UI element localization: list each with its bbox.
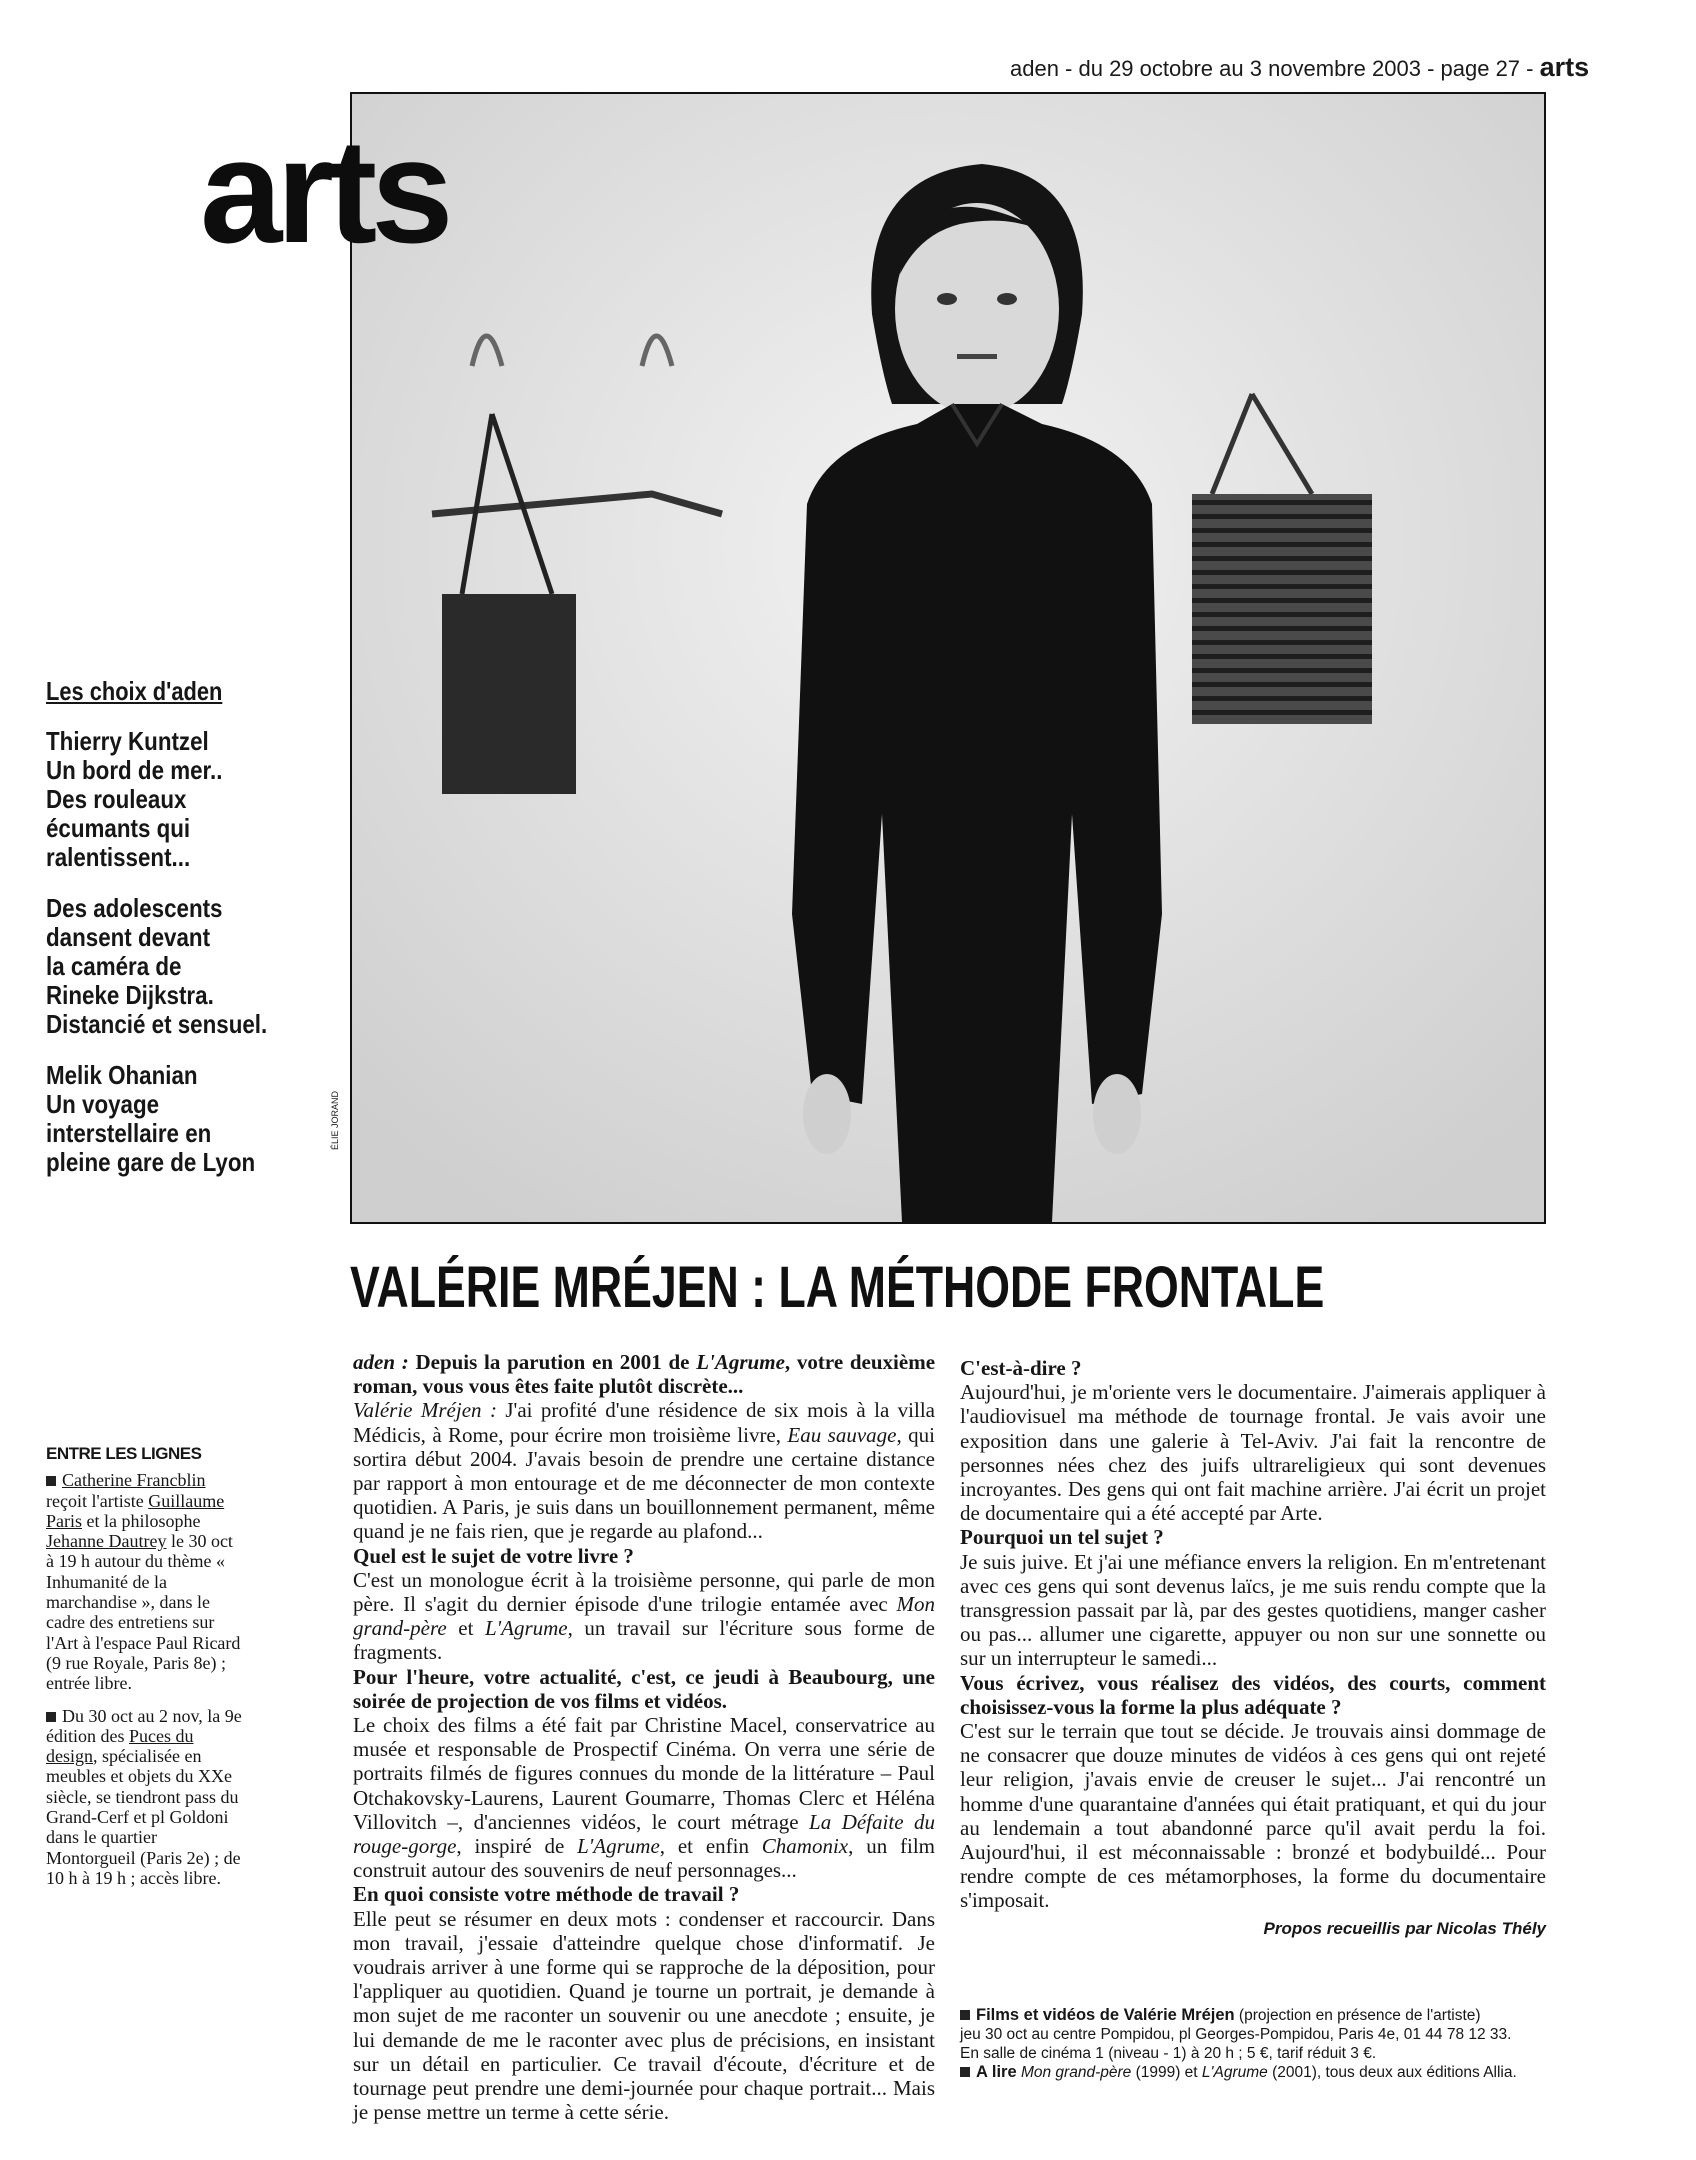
interview-question: En quoi consiste votre méthode de travail ? (353, 1882, 740, 1907)
sidebar-line: Un bord de mer.. (46, 755, 223, 785)
listing-text: reçoit l'artiste (46, 1490, 149, 1511)
listing-item (46, 1706, 242, 1889)
info-line: A lire Mon grand-père (1999) et L'Agrume (2001), tous deux aux éditions Allia. (960, 2063, 1550, 2082)
portrait-illustration (352, 94, 1544, 1222)
listing-name: Jehanne Dautrey (46, 1531, 167, 1552)
interview-question: Pour l'heure, votre actualité, c'est, ce jeudi à Beaubourg, une soirée de projection de vos films et vidéos. (353, 1664, 935, 1713)
event-info-box (960, 2006, 1550, 2082)
interview-answer: C'est un monologue écrit à la troisième personne, qui parle de mon père. Il s'agit du dernier épisode d'une trilogie entamée avec Mon grand-père et L'Agrume, un travail sur l'écriture sous forme de fragments. (353, 1567, 936, 1665)
sidebar-line: Un voyage (46, 1089, 160, 1119)
interview-question: Vous écrivez, vous réalisez des vidéos, des courts, comment choisissez-vous la forme la plus adéquate ? (960, 1670, 1546, 1719)
sidebar-line: ralentissent... (46, 842, 191, 872)
listing-text: le 30 oct à 19 h autour du thème « Inhumanité de la marchandise », dans le cadre des entretiens sur l'Art à l'espace Paul Ricard (9 rue Royale, Paris 8e) ; entrée libre. (46, 1531, 241, 1694)
page-header (1010, 52, 1590, 83)
sidebar-title: Les choix d'aden (46, 676, 223, 706)
interview-answer: C'est sur le terrain que tout se décide. Je trouvais ainsi dommage de ne consacrer que douze minutes de vidéos à ces gens qui ont rejeté leur religion, j'avais envie de creuser le sujet... J'ai rencontré un homme d'une quarantaine d'années qui était pratiquant, et qui du jour au lendemain a tout abandonné parce qu'il avait perdu la foi. Aujourd'hui, il est méconnaissable : bronzé et bodybuildé... Pour rendre compte de ces métamorphoses, la forme du documentaire s'imposait. (960, 1719, 1546, 1913)
sidebar-line: Melik Ohanian (46, 1060, 198, 1090)
header-section: arts (1539, 52, 1590, 82)
interview-answer: Aujourd'hui, je m'oriente vers le documentaire. J'aimerais appliquer à l'audiovisuel ma méthode de tournage frontal. Je vais avoir une exposition dans une galerie à Tel-Aviv. J'ai fait la rencontre de personnes nées chez des juifs ultrareligieux qui sont devenues incroyantes. Des gens qui ont fait machine arrière. J'ai écrit un projet de documentaire qui a été accepté par Arte. (960, 1380, 1546, 1526)
interview-question: C'est-à-dire ? (960, 1356, 1082, 1380)
bullet-square-icon (960, 2010, 970, 2020)
article-headline: VALÉRIE MRÉJEN : LA MÉTHODE FRONTALE (350, 1255, 1325, 1320)
sidebar-block (46, 1061, 278, 1177)
info-line: Films et vidéos de Valérie Mréjen (projection en présence de l'artiste) (960, 2006, 1550, 2025)
listing-text: Du 30 oct au 2 nov, la 9e édition des (46, 1705, 242, 1746)
interview-question: aden : Depuis la parution en 2001 de L'Agrume, votre deuxième roman, vous vous êtes faite plutôt discrète... (353, 1350, 936, 1399)
interview-question: Pourquoi un tel sujet ? (960, 1525, 1164, 1550)
interview-answer: Elle peut se résumer en deux mots : condenser et raccourcir. Dans mon travail, j'essaie d'atteindre quelque chose d'informatif. Je voudrais arriver à une forme qui se rapproche de la déposition, pour l'appliquer au quotidien. Quand je tourne un portrait, je demande à mon sujet de me raconter un souvenir ou une anecdote ; ensuite, je lui demande de me le raconter avec plus de précisions, en insistant sur un détail en particulier. Ce travail d'écoute, d'écriture et de tournage peut prendre une demi-journée pour chaque portrait... Mais je pense mettre un terme à cette série. (353, 1906, 935, 2125)
article-column-1 (353, 1350, 935, 2125)
listing-name: Guillaume Paris (46, 1490, 225, 1531)
info-line: En salle de cinéma 1 (niveau - 1) à 20 h ; 5 €, tarif réduit 3 €. (960, 2045, 1377, 2062)
sidebar-line: écumants qui (46, 813, 191, 843)
info-line: jeu 30 oct au centre Pompidou, pl Georges-Pompidou, Paris 4e, 01 44 78 12 33. (960, 2026, 1512, 2043)
section-logo: arts (200, 109, 448, 274)
sidebar-line: Rineke Dijkstra. (46, 980, 214, 1010)
interview-question: Quel est le sujet de votre livre ? (353, 1543, 634, 1568)
listing-name: Catherine Francblin (62, 1470, 206, 1491)
sidebar-block (46, 894, 278, 1039)
listing-text: et la philosophe (82, 1510, 201, 1531)
article-signature: Propos recueillis par Nicolas Thély (1263, 1918, 1546, 1938)
sidebar-line: la caméra de (46, 951, 182, 981)
interview-answer: Valérie Mréjen : J'ai profité d'une résidence de six mois à la villa Médicis, à Rome, pour écrire mon troisième livre, Eau sauvage, qui sortira début 2004. J'avais besoin de prendre une certaine distance par rapport à mon entourage et de me déconnecter de mon contexte quotidien. A Paris, je suis dans un bouillonnement permanent, même quand je ne fais rien, que je regarde au plafond... (353, 1398, 935, 1544)
listing-text: , spécialisée en meubles et objets du XXe siècle, se tiendront pass du Grand-Cerf et pl Goldoni dans le quartier Montorgueil (Paris 2e) ; de 10 h à 19 h ; accès libre. (46, 1746, 241, 1888)
bullet-square-icon (46, 1712, 56, 1722)
interview-answer: Je suis juive. Et j'ai une méfiance envers la religion. En m'entretenant avec ces gens qui sont devenus laïcs, je me suis rendu compte que la transgression passait par là, par des gestes quotidiens, manger casher ou pas... allumer une cigarette, appuyer ou non sur une sonnette ou sur un interrupteur le samedi... (960, 1549, 1546, 1671)
sidebar-line: interstellaire en (46, 1118, 212, 1148)
sidebar-line: Thierry Kuntzel (46, 726, 209, 756)
article-column-2 (960, 1356, 1546, 1941)
bullet-square-icon (46, 1476, 56, 1486)
entre-les-lignes (46, 1444, 242, 1900)
sidebar-line: Distancié et sensuel. (46, 1009, 268, 1039)
speaker-label: Valérie Mréjen : (353, 1398, 497, 1423)
bullet-square-icon (960, 2067, 970, 2077)
interview-answer: Le choix des films a été fait par Christine Macel, conservatrice au musée et responsable de Prospectif Cinéma. On verra une série de portraits filmés de figures connues du monde de la littérature – Paul Otchakovsky-Laurens, Laurent Goumarre, Thomas Clerc et Héléna Villovitch –, d'anciennes vidéos, le court métrage La Défaite du rouge-gorge, inspiré de L'Agrume, et enfin Chamonix, un film construit autour des souvenirs de neuf personnages... (353, 1713, 936, 1883)
sidebar-line: dansent devant (46, 922, 211, 952)
listing-name: Puces du design (46, 1725, 194, 1767)
choices-sidebar (46, 676, 316, 1199)
sidebar-line: Des adolescents (46, 893, 223, 923)
sidebar-line: pleine gare de Lyon (46, 1147, 256, 1177)
dateline: aden - du 29 octobre au 3 novembre 2003 - page 27 - (1010, 56, 1534, 81)
speaker-label: aden : (353, 1350, 409, 1374)
sidebar-line: Des rouleaux (46, 784, 187, 814)
sidebar-block (46, 727, 278, 872)
listing-item (46, 1470, 242, 1693)
photo-credit: ÉLIE JORAND (330, 1090, 340, 1150)
entre-les-lignes-title: ENTRE LES LIGNES (46, 1444, 202, 1463)
